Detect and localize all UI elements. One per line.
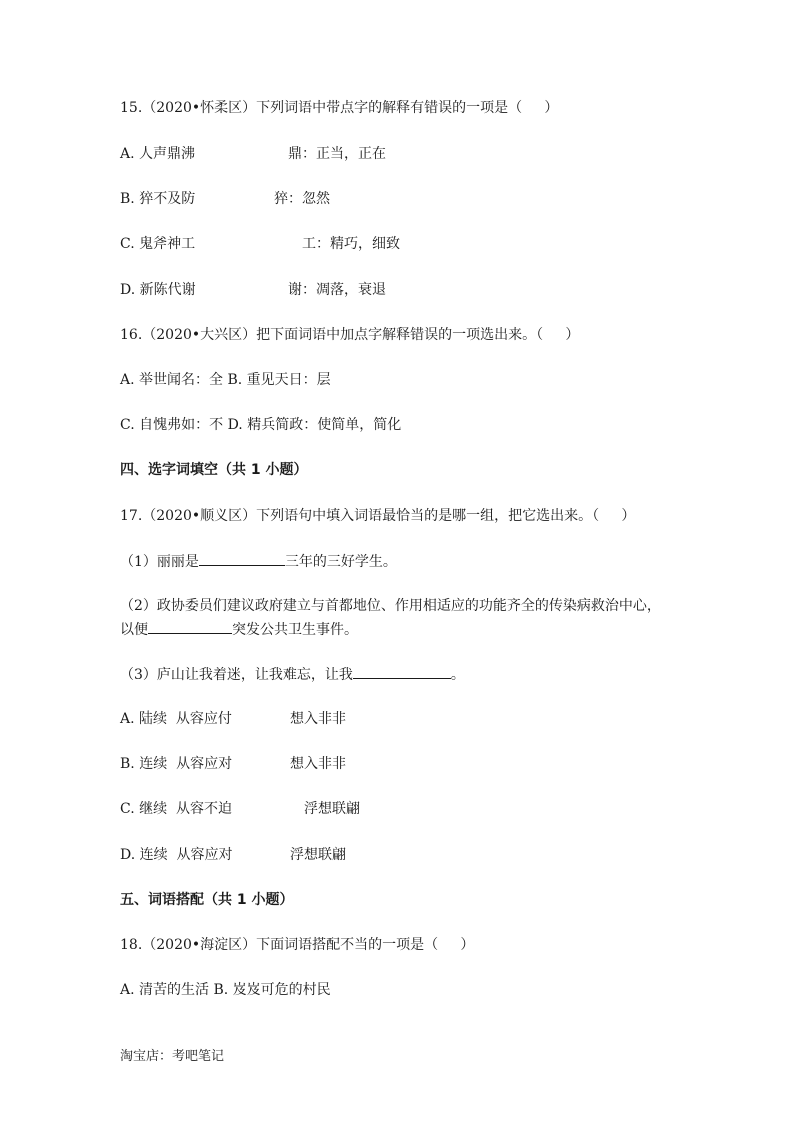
q17-s3-after: 。 — [450, 667, 465, 683]
q16-stem: 16.（2020•大兴区）把下面词语中加点字解释错误的一项选出来。（ ） — [120, 327, 580, 343]
fill-blank-1 — [199, 551, 285, 566]
section-heading-5: 五、词语搭配（共 1 小题） — [120, 892, 294, 908]
q15-option-d: D. 新陈代谢 — [120, 282, 196, 298]
q17-option-a-extra: 想入非非 — [290, 711, 346, 727]
q16-options-line2: C. 自愧弗如：不 D. 精兵简政：使简单，简化 — [120, 417, 402, 433]
q17-option-b-extra: 想入非非 — [290, 756, 346, 772]
fill-blank-3 — [353, 664, 451, 679]
q18-stem: 18.（2020•海淀区）下面词语搭配不当的一项是（ ） — [120, 937, 475, 953]
section-heading-4: 四、选字词填空（共 1 小题） — [120, 462, 308, 478]
q17-sentence-3 — [120, 664, 465, 685]
q16-options-line1: A. 举世闻名：全 B. 重见天日：层 — [120, 372, 331, 388]
q17-s2-before: 以便 — [120, 622, 148, 638]
q17-option-c: C. 继续 从容不迫 — [120, 801, 233, 817]
q17-sentence-1 — [120, 551, 397, 572]
q17-s1-before: （1）丽丽是 — [120, 554, 199, 570]
q15-option-a: A. 人声鼎沸 — [120, 146, 196, 162]
q17-stem: 17.（2020•顺义区）下列语句中填入词语最恰当的是哪一组，把它选出来。（ ） — [120, 508, 636, 524]
q17-sentence-2-line1: （2）政协委员们建议政府建立与首都地位、作用相适应的功能齐全的传染病救治中心， — [120, 598, 661, 614]
q17-option-b: B. 连续 从容应对 — [120, 756, 233, 772]
q15-option-c-meaning: 工：精巧，细致 — [302, 236, 400, 252]
q15-option-a-meaning: 鼎：正当，正在 — [288, 146, 386, 162]
q15-option-c: C. 鬼斧神工 — [120, 236, 196, 252]
q15-option-d-meaning: 谢：凋落，衰退 — [288, 282, 386, 298]
q15-option-b: B. 猝不及防 — [120, 191, 196, 207]
q15-option-b-meaning: 猝：忽然 — [274, 191, 330, 207]
q15-stem: 15.（2020•怀柔区）下列词语中带点字的解释有错误的一项是（ ） — [120, 100, 559, 116]
fill-blank-2 — [148, 619, 232, 634]
q17-s1-after: 三年的三好学生。 — [284, 554, 397, 570]
q18-options-line1: A. 清苦的生活 B. 岌岌可危的村民 — [120, 982, 331, 998]
q17-s2-after: 突发公共卫生事件。 — [232, 622, 358, 638]
q17-option-d-extra: 浮想联翩 — [290, 847, 346, 863]
q17-s3-before: （3）庐山让我着迷，让我难忘，让我 — [120, 667, 353, 683]
q17-option-d: D. 连续 从容应对 — [120, 847, 233, 863]
q17-sentence-2-line2 — [120, 619, 358, 640]
footer-shop-note: 淘宝店：考吧笔记 — [120, 1049, 225, 1064]
q17-option-a: A. 陆续 从容应付 — [120, 711, 232, 727]
q17-option-c-extra: 浮想联翩 — [304, 801, 360, 817]
